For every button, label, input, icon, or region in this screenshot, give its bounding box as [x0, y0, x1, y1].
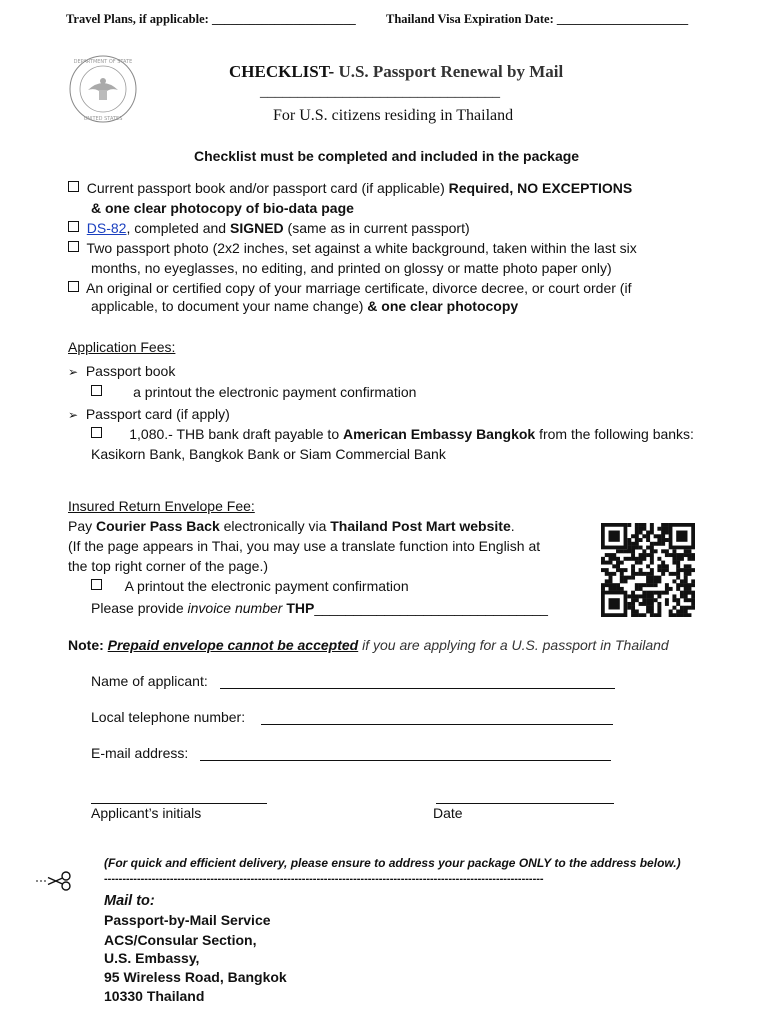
- envelope-thai-note-line2: the top right corner of the page.): [68, 558, 269, 574]
- fee-card-bank-draft[interactable]: 1,080.- THB bank draft payable to American Embassy Bangkok from the following banks:: [91, 426, 694, 442]
- fee-passport-book: ➢ Passport book: [68, 363, 176, 379]
- envelope-thai-note: (If the page appears in Thai, you may use a translate function into English at: [68, 538, 541, 554]
- fee-banks: Kasikorn Bank, Bangkok Bank or Siam Commercial Bank: [91, 446, 446, 462]
- initials-input[interactable]: [91, 803, 267, 804]
- travel-plans-field[interactable]: Travel Plans, if applicable: _______________________: [66, 12, 356, 26]
- mail-address-line1: Passport-by-Mail Service: [104, 912, 271, 928]
- date-input[interactable]: [436, 803, 614, 804]
- checklist-instruction: Checklist must be completed and included in the package: [194, 148, 580, 164]
- email-label: E-mail address:: [91, 745, 189, 761]
- checklist-item-ds82[interactable]: DS-82, completed and SIGNED (same as in current passport): [68, 220, 470, 236]
- checklist-item-photo[interactable]: Two passport photo (2x2 inches, set against a white background, taken within the last six: [68, 240, 637, 256]
- email-input[interactable]: [200, 760, 611, 761]
- envelope-heading: Insured Return Envelope Fee:: [68, 498, 255, 514]
- delivery-notice: (For quick and efficient delivery, please ensure to address your package ONLY to the address below.): [104, 856, 681, 870]
- fee-book-confirmation[interactable]: a printout the electronic payment confirmation: [91, 384, 416, 400]
- qr-code[interactable]: [601, 523, 695, 617]
- cut-line: ------------------------------------------------------------------------------------------------------------------------: [104, 873, 544, 885]
- telephone-input[interactable]: [261, 724, 613, 725]
- fees-heading: Application Fees:: [68, 339, 176, 355]
- envelope-printout[interactable]: A printout the electronic payment confirmation: [91, 578, 409, 594]
- title-underline: ________________________________: [260, 84, 500, 100]
- arrow-bullet-icon: ➢: [68, 365, 79, 379]
- mail-address-line2: ACS/Consular Section,: [104, 932, 257, 948]
- checklist-item-passport-line2: & one clear photocopy of bio-data page: [91, 200, 354, 216]
- mail-to-label: Mail to:: [104, 893, 155, 909]
- department-of-state-seal: [68, 54, 138, 124]
- initials-label: Applicant’s initials: [91, 805, 202, 821]
- checkbox[interactable]: [91, 579, 102, 590]
- checkbox[interactable]: [91, 427, 102, 438]
- mail-address-line3: U.S. Embassy,: [104, 950, 200, 966]
- checkbox[interactable]: [68, 241, 79, 252]
- applicant-name-label: Name of applicant:: [91, 673, 208, 689]
- page-title: CHECKLIST- U.S. Passport Renewal by Mail: [229, 62, 564, 81]
- telephone-label: Local telephone number:: [91, 709, 246, 725]
- checklist-item-name-change[interactable]: An original or certified copy of your marriage certificate, divorce decree, or court order (if: [68, 280, 631, 296]
- page-subtitle: For U.S. citizens residing in Thailand: [273, 107, 514, 124]
- checkbox[interactable]: [68, 181, 79, 192]
- ds82-link[interactable]: DS-82: [86, 220, 127, 236]
- invoice-number-field[interactable]: Please provide invoice number THP______________________________: [91, 600, 548, 616]
- mail-address-line5: 10330 Thailand: [104, 988, 205, 1004]
- scissors-icon: [36, 870, 76, 892]
- checkbox[interactable]: [91, 385, 102, 396]
- svg-text:UNITED STATES: UNITED STATES: [83, 116, 123, 122]
- checkbox[interactable]: [68, 221, 79, 232]
- mail-address-line4: 95 Wireless Road, Bangkok: [104, 969, 287, 985]
- checkbox[interactable]: [68, 281, 79, 292]
- date-label: Date: [433, 805, 463, 821]
- checklist-item-passport[interactable]: Current passport book and/or passport card (if applicable) Required, NO EXCEPTIONS: [68, 180, 632, 196]
- checklist-item-photo-line2: months, no eyeglasses, no editing, and printed on glossy or matte photo paper only): [91, 260, 612, 276]
- fee-passport-card: ➢ Passport card (if apply): [68, 406, 230, 422]
- envelope-pay-text: Pay Courier Pass Back electronically via Thailand Post Mart website.: [68, 518, 515, 534]
- visa-expiration-field[interactable]: Thailand Visa Expiration Date: _____________________: [386, 12, 689, 26]
- arrow-bullet-icon: ➢: [68, 408, 79, 422]
- applicant-name-input[interactable]: [220, 688, 615, 689]
- svg-text:DEPARTMENT OF STATE: DEPARTMENT OF STATE: [73, 59, 133, 65]
- note-prepaid-envelope: Note: Prepaid envelope cannot be accepted if you are applying for a U.S. passport in Thailand: [68, 637, 669, 653]
- checklist-item-name-change-line2: applicable, to document your name change) & one clear photocopy: [91, 298, 519, 314]
